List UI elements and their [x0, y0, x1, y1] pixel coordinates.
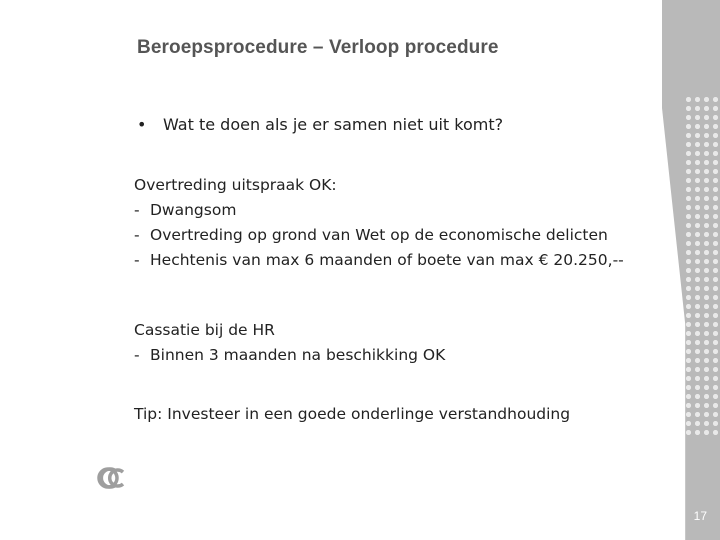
list-item-text: Dwangsom	[150, 201, 237, 219]
dash-marker: -	[134, 346, 140, 364]
section-tip	[134, 402, 570, 427]
section-cassatie	[134, 318, 445, 368]
list-item-text: Overtreding op grond van Wet op de economische delicten	[150, 226, 608, 244]
list-item	[134, 198, 624, 223]
decorative-side-band	[662, 0, 720, 540]
slide-title: Beroepsprocedure – Verloop procedure	[137, 37, 499, 58]
dot-pattern	[684, 95, 720, 435]
dash-marker: -	[134, 201, 140, 219]
section-overtreding	[134, 173, 624, 273]
bullet-item	[137, 115, 503, 134]
list-item	[134, 223, 624, 248]
dash-marker: -	[134, 251, 140, 269]
list-item-text: Binnen 3 maanden na beschikking OK	[150, 346, 446, 364]
section-heading: Cassatie bij de HR	[134, 321, 275, 339]
list-item-text: Hechtenis van max 6 maanden of boete van max € 20.250,--	[150, 251, 624, 269]
ccc-logo-icon	[96, 461, 130, 499]
page-number: 17	[693, 509, 707, 523]
tip-text: Tip: Investeer in een goede onderlinge verstandhouding	[134, 405, 571, 423]
section-heading: Overtreding uitspraak OK:	[134, 176, 337, 194]
list-item	[134, 248, 624, 273]
list-item	[134, 343, 445, 368]
bullet-text: Wat te doen als je er samen niet uit komt?	[163, 115, 504, 134]
dash-marker: -	[134, 226, 140, 244]
bullet-marker: •	[137, 115, 147, 134]
